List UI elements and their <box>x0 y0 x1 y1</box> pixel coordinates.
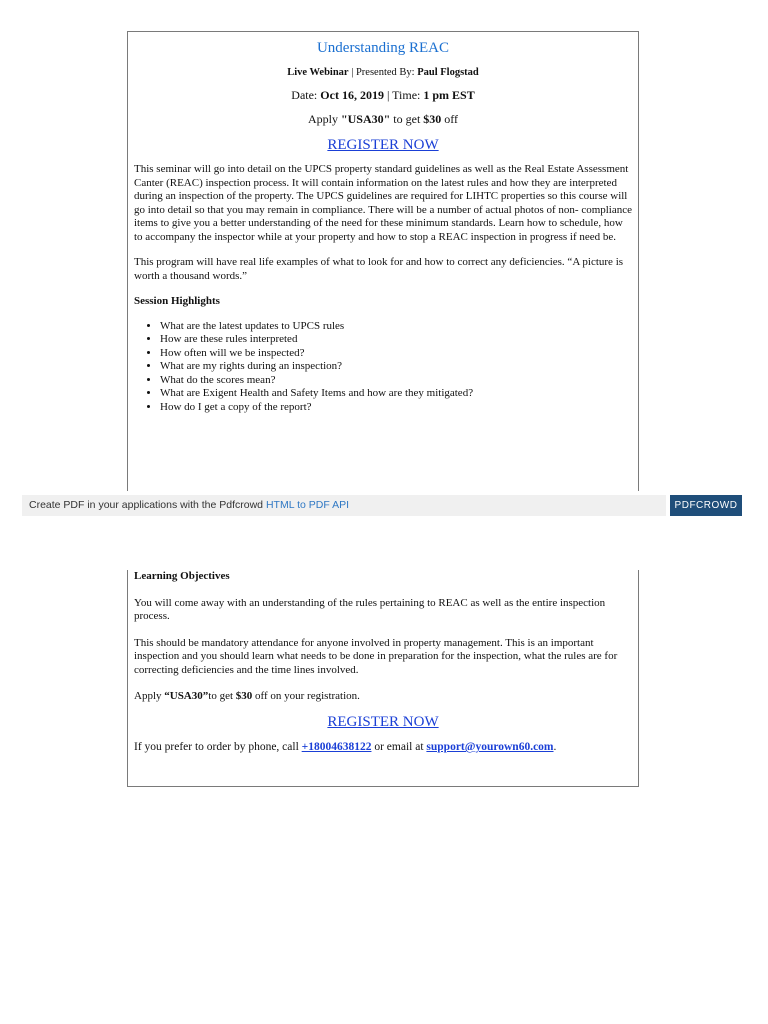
promo-suffix: off on your registration. <box>252 690 360 702</box>
pdfcrowd-button[interactable]: PDFCROWD <box>670 495 742 516</box>
promo-code: “USA30” <box>164 690 209 702</box>
page-title: Understanding REAC <box>316 40 450 56</box>
html-to-pdf-api-link[interactable]: HTML to PDF API <box>265 499 349 511</box>
promo-prefix: Apply <box>134 690 165 702</box>
session-highlights-list <box>134 320 632 415</box>
contact-prefix: If you prefer to order by phone, call <box>134 741 302 753</box>
date-time-line <box>134 89 632 103</box>
time-label: | Time: <box>383 87 424 102</box>
list-item: • How do I get a copy of the report? <box>160 401 632 415</box>
presented-by-label: | Presented By: <box>348 67 418 78</box>
promo-suffix: off <box>441 112 459 126</box>
promo-middle: to get <box>390 112 424 126</box>
contact-suffix: . <box>553 741 557 753</box>
pdf-footer-bar <box>0 495 768 516</box>
promo-middle: to get <box>208 690 236 702</box>
webinar-label: Live Webinar <box>287 67 349 78</box>
presenter-name: Paul Flogstad <box>417 67 479 78</box>
footer-text-strip <box>22 495 666 516</box>
phone-link[interactable]: +18004638122 <box>301 741 372 753</box>
intro-paragraph: This seminar will go into detail on the UPCS property standard guidelines as well as the Real Estate Assessment Canter (REAC) inspection process. It will contain information on the latest rules and how they are interpreted during an inspection of the property. The UPCS guidelines are required for LIHTC properties so this course will go into detail so that you may remain in compliance. There will be a number of actual photos of non- compliance items to give you a better understanding of the need for these minimum standards. Learn how to schedule, how to accompany the inspector while at your property and how to stop a REAC inspection in progress if need be. <box>134 163 633 243</box>
webinar-meta <box>134 66 632 80</box>
footer-text: Create PDF in your applications with the Pdfcrowd <box>29 499 266 511</box>
promo-amount: $30 <box>235 690 253 702</box>
examples-paragraph: This program will have real life examples of what to look for and how to correct any deficiencies. “A picture is worth a thousand words.” <box>134 256 624 282</box>
list-item: • How often will we be inspected? <box>160 347 632 361</box>
date-label: Date: <box>291 87 321 102</box>
learning-objectives-heading: Learning Objectives <box>134 570 230 582</box>
contact-middle: or email at <box>371 741 427 753</box>
promo-code: "USA30" <box>340 112 391 126</box>
objectives-paragraph: You will come away with an understanding of the rules pertaining to REAC as well as the entire inspection process. <box>134 596 606 622</box>
list-item: • What are my rights during an inspection? <box>160 360 632 374</box>
contact-line <box>134 741 632 755</box>
date-value: Oct 16, 2019 <box>320 87 384 102</box>
list-item: • What are Exigent Health and Safety Items and how are they mitigated? <box>160 387 632 401</box>
session-highlights-heading: Session Highlights <box>134 295 220 307</box>
page-two-content <box>127 570 639 787</box>
registration-promo <box>134 690 632 704</box>
list-item: • How are these rules interpreted <box>160 333 632 347</box>
time-value: 1 pm EST <box>423 87 475 102</box>
register-now-link[interactable]: REGISTER NOW <box>327 136 439 153</box>
promo-line <box>134 113 632 127</box>
promo-amount: $30 <box>423 112 442 126</box>
list-item: • What do the scores mean? <box>160 374 632 388</box>
attendance-paragraph: This should be mandatory attendance for anyone involved in property management. This is an important inspection and you should learn what needs to be done in preparation for the inspection, what the rules are for correcting deficiencies and the time lines involved. <box>134 636 618 676</box>
register-now-link-bottom[interactable]: REGISTER NOW <box>327 713 439 730</box>
page-one-content <box>127 31 639 491</box>
list-item: • What are the latest updates to UPCS rules <box>160 320 632 334</box>
promo-prefix: Apply <box>307 112 341 126</box>
email-link[interactable]: support@yourown60.com <box>426 741 554 753</box>
